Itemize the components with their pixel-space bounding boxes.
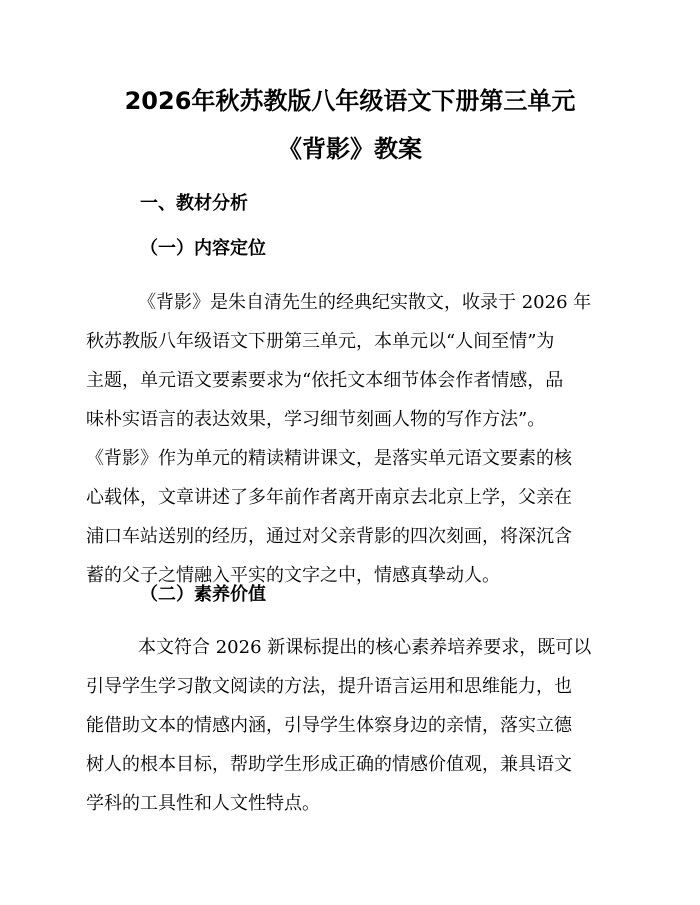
subsection-heading-literacy-value: （二）素养价值: [140, 584, 266, 605]
paragraph-line: 浦口车站送别的经历，通过对父亲背影的四次刻画，将深沉含: [86, 526, 572, 547]
paragraph-literacy-value: [86, 628, 622, 823]
paragraph-line: 树人的根本目标，帮助学生形成正确的情感价值观，兼具语文: [86, 754, 572, 775]
paragraph-line: 心载体，文章讲述了多年前作者离开南京去北京上学，父亲在: [86, 487, 572, 508]
paragraph-line: 引导学生学习散文阅读的方法，提升语言运用和思维能力，也: [86, 676, 572, 697]
paragraph-line: 主题，单元语文要素要求为“依托文本细节体会作者情感，品: [86, 370, 564, 391]
paragraph-line: 蓄的父子之情融入平实的文字之中，情感真挚动人。: [86, 565, 500, 586]
paragraph-line: 能借助文本的情感内涵，引导学生体察身边的亲情，落实立德: [86, 715, 572, 736]
subsection-heading-content-positioning: （一）内容定位: [140, 238, 266, 259]
paragraph-line: 《背影》作为单元的精读精讲课文，是落实单元语文要素的核: [86, 448, 572, 469]
paragraph-content-positioning: [86, 283, 622, 595]
paragraph-line: 本文符合 2026 新课标提出的核心素养培养要求，既可以: [138, 637, 592, 658]
paragraph-line: 《背影》是朱自清先生的经典纪实散文，收录于 2026 年: [138, 292, 592, 313]
document-title-line-1: 2026年秋苏教版八年级语文下册第三单元: [124, 87, 576, 115]
paragraph-line: 味朴实语言的表达效果，学习细节刻画人物的写作方法”。: [86, 409, 546, 430]
document-title-line-2: 《背影》教案: [278, 135, 422, 163]
paragraph-line: 秋苏教版八年级语文下册第三单元，本单元以“人间至情”为: [86, 331, 555, 352]
paragraph-line: 学科的工具性和人文性特点。: [86, 793, 320, 814]
section-heading-materials-analysis: 一、教材分析: [140, 193, 248, 214]
